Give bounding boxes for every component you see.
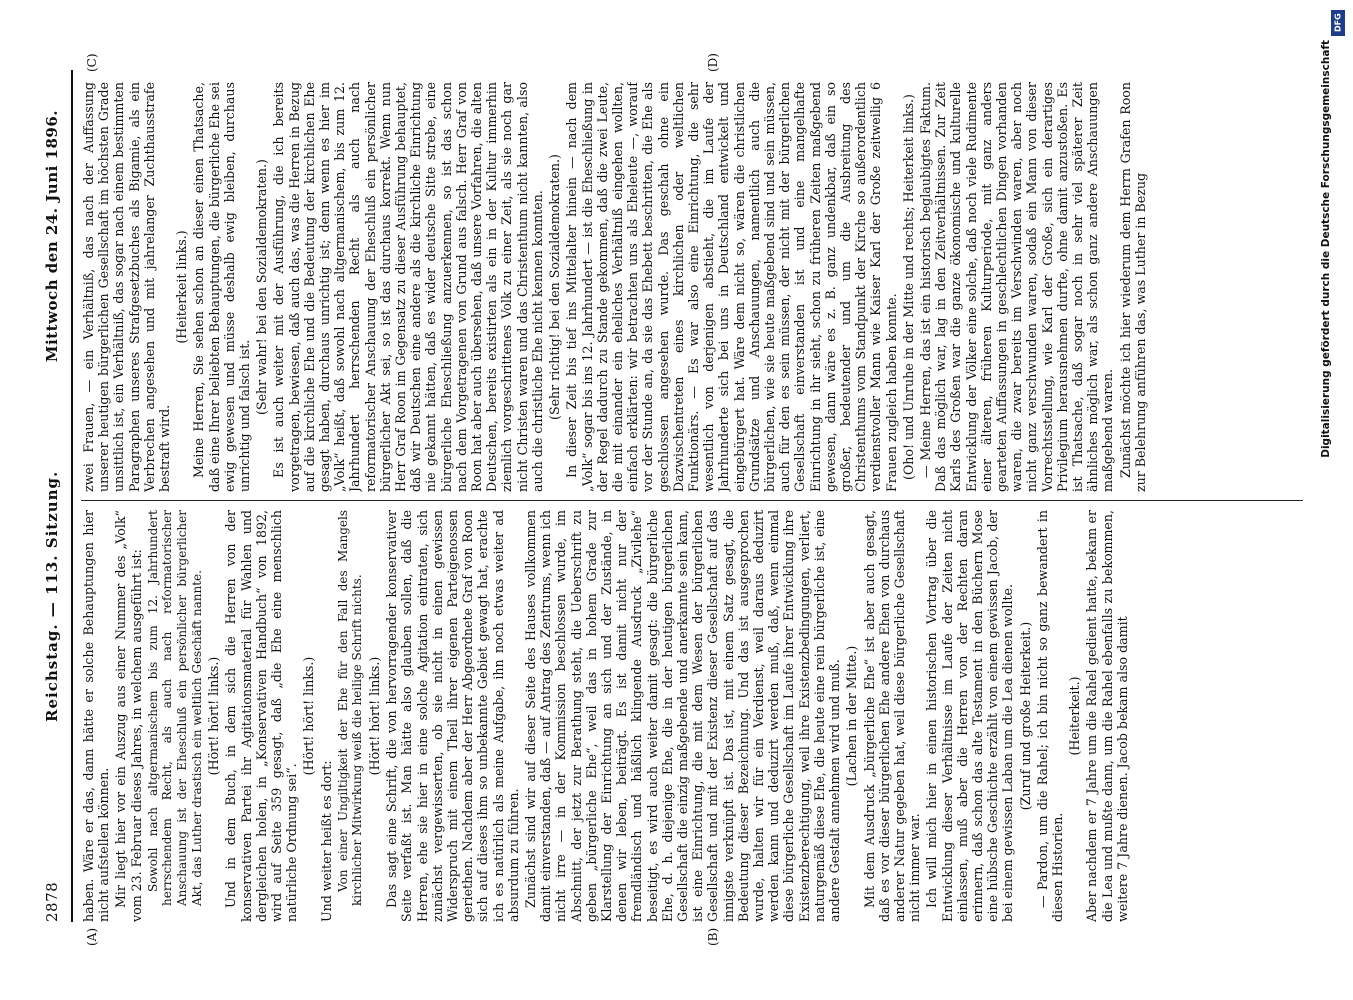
dfg-logo: DFG xyxy=(1331,10,1345,36)
column-divider xyxy=(81,500,1303,501)
interjection: (Heiterkeit.) xyxy=(1067,676,1083,756)
interjection: (Hört! hört! links.) xyxy=(367,656,382,776)
interjection: (Sehr wahr! bei den Sozialdemokraten.) xyxy=(254,159,270,415)
paragraph: Von einer Ungiltigkeit der Ehe für den Fall des Mangels kirchlicher Mitwirkung weiß die heilige Schrift nichts. xyxy=(335,510,365,906)
interjection: (Oho! und Unruhe in der Mitte und rechts; Heiterkeit links.) xyxy=(900,94,916,480)
paragraph: haben. Wäre er das, dann hätte er solche Behauptungen hier nicht aufstellen können. xyxy=(81,510,112,922)
paragraph: zwei Frauen, — ein Verhältniß, das nach der Auffassung unserer heutigen bürgerlichen Gesellschaft im höchsten Grade unsittlich ist, ein Verhältniß, das sogar nach einem bestimmten Paragraphen unseres Strafgesetzbuches als Bigamie, als ein Verbrechen angesehen und mit jahrelanger Zuchthausstrafe bestraft wird. xyxy=(81,82,173,492)
paragraph: Sowohl nach altgermanischem bis zum 12. Jahrhundert herrschendem Recht, als auch nach reformatorischer Anschauung ist der Eheschluß ein persönlicher bürgerlicher Akt, das Luther drastisch ein weltlich Geschäft nannte. xyxy=(145,510,204,906)
paragraph: Ich will mich hier in einen historischen Vortrag über die Entwicklung dieser Verhältnisse im Laufe der Zeiten nicht einlassen, muß aber die Herren von der Rechten daran erinnern, daß schon das alte Testament in den Büchern Mose eine hübsche Geschichte erzählt von einem gewissen Jacob, der bei einem gewissen Laban um die Lea dienen wollte. xyxy=(924,510,1016,922)
margin-marker-d: (D) xyxy=(706,53,720,72)
margin-marker-b: (B) xyxy=(706,927,720,946)
interjection: (Hört! hört! links.) xyxy=(206,656,222,776)
digitization-credit: Digitalisierung gefördert durch die Deutsche Forschungsgemeinschaft xyxy=(1320,40,1332,458)
page-header xyxy=(41,70,69,922)
paragraph: In dieser Zeit bis tief ins Mittelalter hinein — nach dem „Volk“ sogar bis ins 12. Jahrhundert — ist die Eheschließung in der Regel dadurch zu Stande gekommen, daß die zwei Leute, die mit einander ein eheliches Verhältniß eingehen wollten, einfach erklärten: wir betrachten uns als Eheleute —, worauf vor der Stunde an, da sie das Ehebett beschritten, die Ehe als geschlossen angesehen wurde. Das geschah ohne ein Dazwischentreten eines kirchlichen oder weltlichen Funktionärs. — Es war also eine Einrichtung, die sehr wesentlich von derjenigen abstieht, die im Laufe der Jahrhunderte sich bei uns in Deutschland entwickelt und eingebürgert hat. Wäre dem nicht so, wären die christlichen Grundsätze und Anschauungen, namentlich auch die bürgerlichen, wie sie heute maßgebend sind und sein müssen, auch für den es sein müssen, der nicht mit der bürgerlichen Gesellschaft einverstanden ist und eine mangelhafte Einrichtung in ihr sieht, schon zu früheren Zeiten maßgebend gewesen, dann wäre es z. B. ganz undenkbar, daß ein so großer, bedeutender und um die Ausbreitung des Christenthums vom Standpunkt der Kirche so außerordentlich verdienstvoller Mann wie Kaiser Karl der Große zeitweilig 6 Frauen zugleich haben konnte. xyxy=(564,82,899,492)
paragraph: Aber nachdem er 7 Jahre um die Rahel gedient hatte, bekam er die Lea und mußte dann, um die Rahel ebenfalls zu bekommen, weitere 7 Jahre dienen. Jacob bekam also damit xyxy=(1084,510,1130,922)
paragraph: Zunächst sind wir auf dieser Seite des Hauses vollkommen damit einverstanden, daß — auf Antrag des Zentrums, wenn ich nicht irre — in der Kommission beschlossen wurde, im Abschnitt, der jetzt zur Berathung steht, die Ueberschrift zu geben „bürgerliche Ehe“, weil das in hohem Grade zur Klarstellung der Einrichtung an sich und der Zustände, in denen wir leben, beiträgt. Es ist damit nicht nur der fremdländisch und häßlich klingende Ausdruck „Zivilehe“ beseitigt, es wird auch weiter damit gesagt: die bürgerliche Ehe, d. h. diejenige Ehe, die in der heutigen bürgerlichen Gesellschaft die einzig maßgebende und anerkannte sein kann, ist eine Einrichtung, die mit dem Wesen der bürgerlichen Gesellschaft und mit der Existenz dieser Gesellschaft auf das innigste verknüpft ist. Das ist, mit einem Satz gesagt, die Bedeutung dieser Bezeichnung. Und das ist ausgesprochen wurde, halten wir für ein Verdienst, weil daraus deduzirt werden kann und deduzirt werden muß, daß, wenn einmal diese bürgerliche Gesellschaft im Laufe ihrer Entwicklung ihre Existenzberechtigung, weil ihre Existenzbedingungen, verliert, naturgemäß diese Ehe, die heute eine rein bürgerliche ist, eine andere Gestalt annehmen wird und muß. xyxy=(523,510,843,922)
interjection: (Heiterkeit links.) xyxy=(174,230,190,344)
margin-marker-a: (A) xyxy=(85,927,99,946)
left-column xyxy=(81,510,1303,922)
interjection: (Sehr richtig! bei den Sozialdemokraten.) xyxy=(547,154,563,420)
paragraph: — Meine Herren, das ist ein historisch beglaubigtes Faktum. Daß das möglich war, lag in den Zeitverhältnissen. Zur Zeit Karls des Großen war die ganze ökonomische und kulturelle Entwicklung der Völker eine solche, daß noch viele Rudimente einer älteren, früheren Kulturperiode, mit ganz anders gearteten Auffassungen in geschlechtlichen Dingen vorhanden waren, die zwar bereits im Verschwinden waren, aber noch nicht ganz verschwunden waren, sodaß ein Mann von dieser Vorrechtsstellung, wie Karl der Große, sich ein derartiges Privilegium herausnehmen durfte, ohne damit anzustoßen. Es ist Thatsache, daß sogar noch in sehr viel späterer Zeit ähnliches möglich war, als schon ganz andere Anschauungen maßgebend waren. xyxy=(917,82,1116,492)
paragraph: Mir liegt hier vor ein Auszug aus einer Nummer des „Volk“ vom 23. Februar dieses Jahres, in welchem ausgeführt ist: xyxy=(113,510,144,922)
header-rule xyxy=(71,70,73,922)
paragraph: Das sagt eine Schrift, die von hervorragender konservativer Seite verfaßt ist. Man hätte also glauben sollen, daß die Herren, ehe sie hier in eine solche Agitation eintraten, sich zunächst vergewisserten, ob sie nicht in einen gewissen Widerspruch mit einem Theil ihrer eigenen Parteigenossen geriethen. Nachdem aber der Herr Abgeordnete Graf von Roon sich auf dieses ihm so unbekannte Gebiet gewagt hat, erachte ich es natürlich als meine Aufgabe, ihn noch etwas weiter ad absurdum zu führen. xyxy=(384,510,521,922)
session-date: Mittwoch den 24. Juni 1896. xyxy=(43,110,61,363)
interjection: (Lachen in der Mitte.) xyxy=(844,645,860,787)
scanned-page xyxy=(31,40,1321,960)
digitization-credit-strip xyxy=(1318,40,1338,960)
paragraph: Es ist auch weiter mit der Ausführung, die ich bereits vorgetragen, bewiesen, daß auch das, was die Herren in Bezug auf die kirchliche Ehe und die Bedeutung der kirchlichen Ehe gesagt haben, durchaus unrichtig ist; denn wenn es hier im „Volk“ heißt, daß sowohl nach altgermanischem, bis zum 12. Jahrhundert herrschenden Recht als auch nach reformatorischer Anschauung der Eheschluß ein persönlicher bürgerlicher Akt sei, so ist das durchaus korrekt. Wenn nun Herr Graf Roon im Gegensatz zu dieser Ausführung behauptet, daß wir Deutschen eine andere als die kirchliche Einrichtung nie gekannt hätten, daß es wider deutsche Sitte strebe, eine bürgerliche Eheschließung anzuerkennen, so ist das schon nach dem Vorgetragenen von Grund aus falsch. Herr Graf von Roon hat aber auch übersehen, daß unsere Vorfahren, die alten Deutschen, bereits existirten als ein in der Kultur immerhin ziemlich vorgeschrittenes Volk zu einer Zeit, als sie noch gar nicht Christen waren und das Christenthum nicht kannten, also auch die christliche Ehe nicht kennen konnten. xyxy=(271,82,545,492)
paragraph: Und weiter heißt es dort: xyxy=(318,760,334,922)
paragraph: Und in dem Buch, in dem sich die Herren von der konservativen Partei ihr Agitationsmaterial für Wahlen und dergleichen holen, in „Konservativen Handbuch“ von 1892, wird auf Seite 359 gesagt, daß „die Ehe eine menschlich natürliche Ordnung sei“. xyxy=(223,510,300,922)
margin-marker-c: (C) xyxy=(85,53,99,72)
paragraph: Zunächst möchte ich hier wiederum dem Herrn Grafen Roon zur Belehrung anführen das, was Luther in Bezug xyxy=(1117,82,1148,492)
interjection: (Hört! hört! links.) xyxy=(301,656,317,776)
paragraph: — Pardon, um die Rahel; ich bin nicht so ganz bewandert in diesen Historien. xyxy=(1034,510,1065,922)
right-column xyxy=(81,82,1303,492)
page-number: 2878 xyxy=(43,881,61,922)
paragraph: Meine Herren, Sie sehen schon an dieser einen Thatsache, daß eine Ihrer beliebten Behauptungen, die bürgerliche Ehe sei ewig gewesen und müsse deshalb ewig bleiben, durchaus unrichtig und falsch ist. xyxy=(191,82,253,492)
paragraph: Mit dem Ausdruck „bürgerliche Ehe“ ist aber auch gesagt, daß es vor dieser bürgerlichen Ehe andere Ehen von durchaus anderer Natur gegeben hat, weil diese bürgerliche Gesellschaft nicht immer war. xyxy=(861,510,923,922)
interjection: (Zuruf und große Heiterkeit.) xyxy=(1017,621,1033,811)
session-title: Reichstag. — 113. Sitzung. xyxy=(43,470,61,722)
